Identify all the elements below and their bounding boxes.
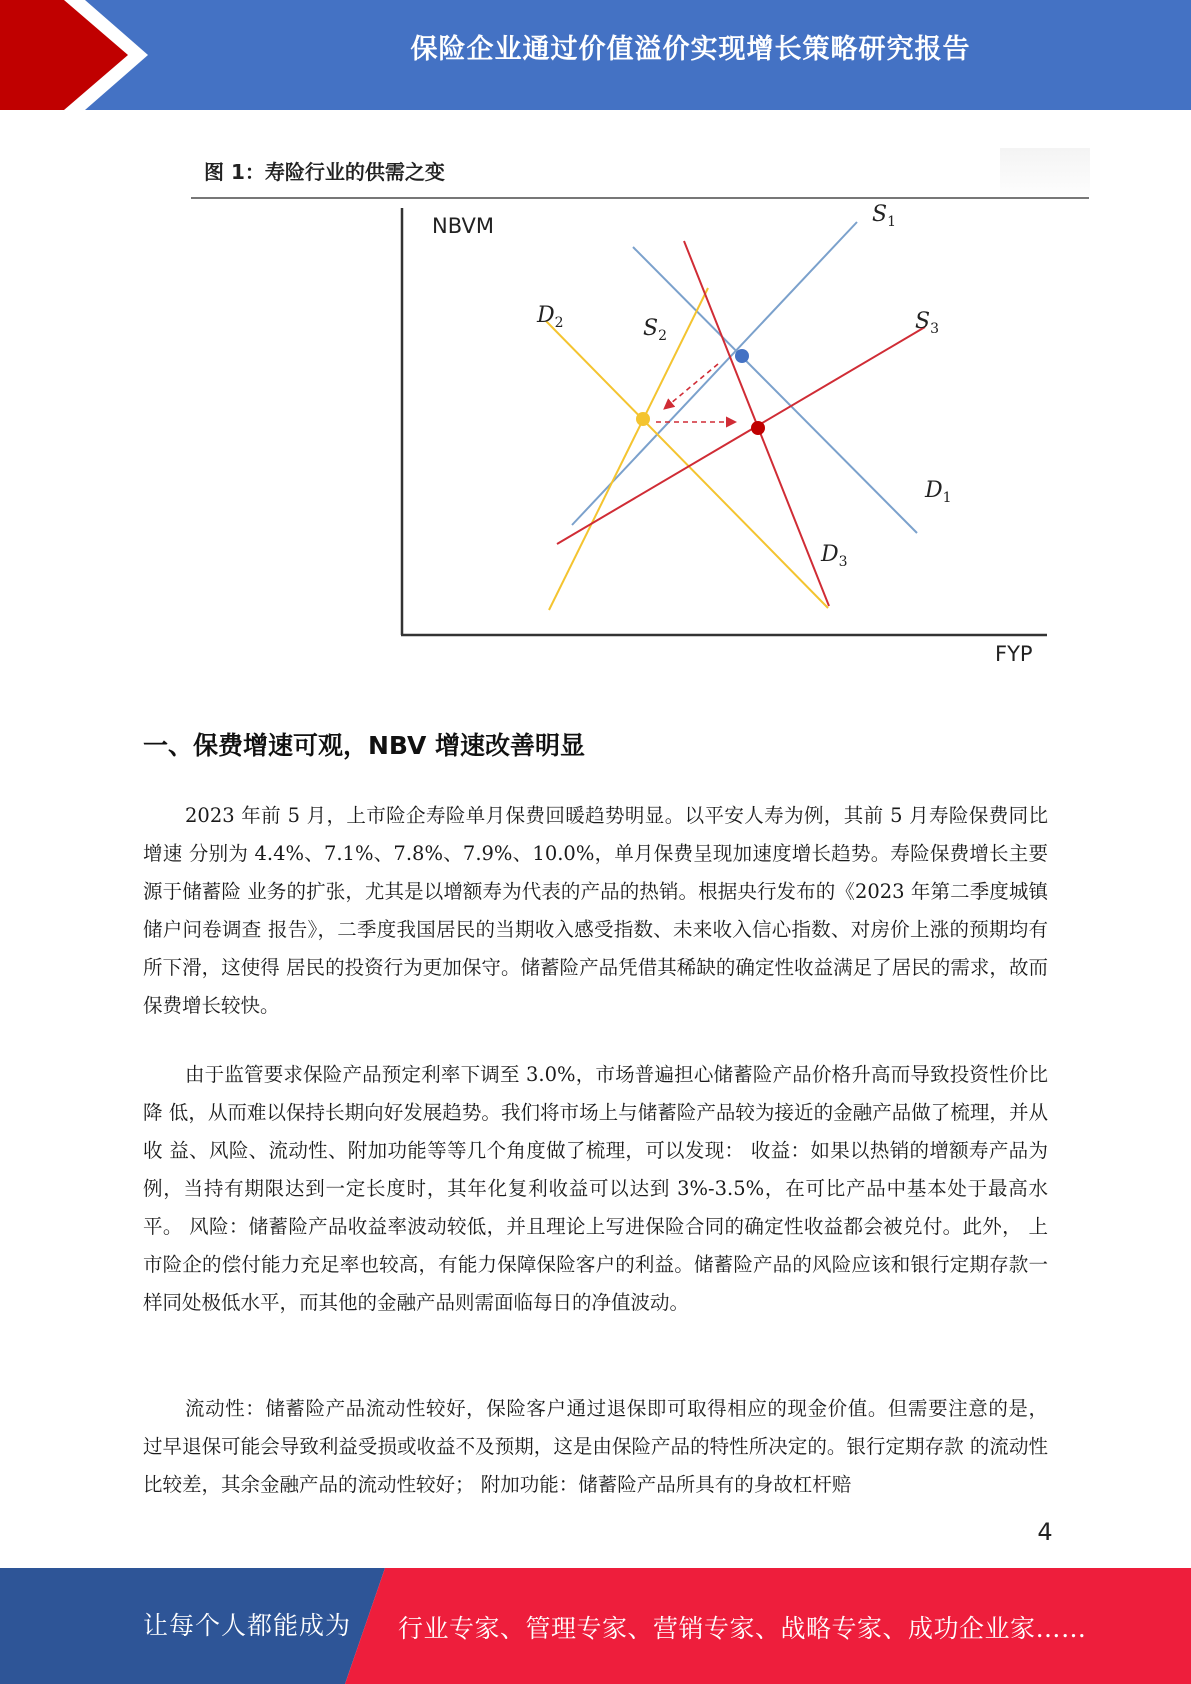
supply-demand-diagram [391, 200, 1071, 672]
label-s3: $S_3$ [915, 309, 939, 337]
footer-slogan-left: 让每个人都能成为 [143, 1611, 352, 1640]
label-d1: $D_1$ [925, 478, 952, 506]
equilibrium-point-3 [751, 421, 765, 435]
shift-arrow-diagonal [664, 364, 718, 409]
body-paragraph: 由于监管要求保险产品预定利率下调至 3.0%，市场普遍担心储蓄险产品价格升高而导致投资性价比降 低，从而难以保持长期向好发展趋势。我们将市场上与储蓄险产品较为接近的金融产品做了梳理，并从收 益、风险、流动性、附加功能等等几个角度做了梳理，可以发现： 收益：如果以热销的增额寿产品为例，当持有期限达到一定长度时，其年化复利收益可以达到 3%-3.5%，在可比产品中基本处于最高水平。 风险：储蓄险产品收益率波动较低，并且理论上写进保险合同的确定性收益都会被兑付。此外， 上市险企的偿付能力充足率也较高，有能力保障保险客户的利益。储蓄险产品的风险应该和银行定期存款一样同处极低水平，而其他的金融产品则需面临每日的净值波动。 [143, 1063, 1048, 1314]
curve-d2 [546, 321, 828, 608]
curve-s2 [549, 288, 708, 610]
header-banner [0, 0, 1191, 110]
label-s1: $S_1$ [872, 202, 896, 230]
label-d2: $D_2$ [537, 303, 564, 331]
y-axis-label: NBVM [432, 214, 494, 238]
figure-shade [1000, 148, 1090, 196]
report-title: 保险企业通过价值溢价实现增长策略研究报告 [410, 34, 971, 65]
body-paragraph: 2023 年前 5 月，上市险企寿险单月保费回暖趋势明显。以平安人寿为例，其前 5 月寿险保费同比增速 分别为 4.4%、7.1%、7.8%、7.9%、10.0%，单月保费呈现加速度增长趋势。寿险保费增长主要源于储蓄险 业务的扩张，尤其是以增额寿为代表的产品的热销。根据央行发布的《2023 年第二季度城镇储户问卷调查 报告》，二季度我国居民的当期收入感受指数、未来收入信心指数、对房价上涨的预期均有所下滑，这使得 居民的投资行为更加保守。储蓄险产品凭借其稀缺的确定性收益满足了居民的需求，故而保费增长较快。 [143, 804, 1048, 1017]
x-axis-label: FYP [995, 642, 1033, 666]
equilibrium-point-2 [636, 412, 650, 426]
header-red-chevron [0, 0, 160, 110]
footer-banner [0, 1568, 1191, 1684]
figure-caption: 图 1：寿险行业的供需之变 [204, 160, 445, 184]
label-d3: $D_3$ [821, 542, 848, 570]
figure-rule [191, 197, 1089, 199]
curve-d1 [633, 247, 917, 533]
equilibrium-point-1 [735, 349, 749, 363]
curve-s1 [572, 222, 857, 525]
body-paragraph: 流动性：储蓄险产品流动性较好，保险客户通过退保即可取得相应的现金价值。但需要注意的是， 过早退保可能会导致利益受损或收益不及预期，这是由保险产品的特性所决定的。银行定期存款 的流动性比较差，其余金融产品的流动性较好； 附加功能：储蓄险产品所具有的身故杠杆赔 [143, 1397, 1048, 1496]
page-number: 4 [1037, 1518, 1053, 1546]
footer-slogan-right: 行业专家、管理专家、营销专家、战略专家、成功企业家…… [398, 1614, 1087, 1643]
label-s2: $S_2$ [643, 316, 667, 344]
section-heading: 一、保费增速可观，NBV 增速改善明显 [143, 731, 586, 760]
